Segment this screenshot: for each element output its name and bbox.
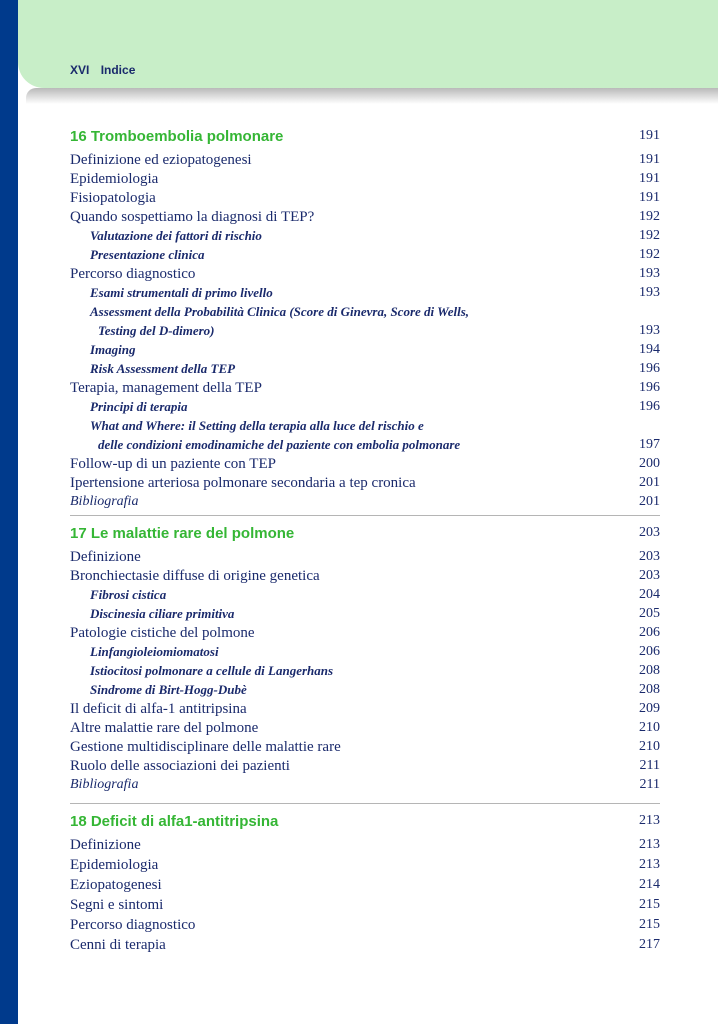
toc-subentry[interactable] bbox=[70, 437, 660, 457]
entry-title: Linfangioleiomiomatosi bbox=[90, 644, 219, 659]
page-ref: 191 bbox=[639, 190, 660, 205]
entry-title: delle condizioni emodinamiche del paziente con embolia polmonare bbox=[98, 437, 461, 452]
entry-title: Principi di terapia bbox=[90, 399, 188, 414]
entry-title: Altre malattie rare del polmone bbox=[70, 720, 259, 736]
toc-subentry[interactable] bbox=[70, 663, 660, 683]
entry-title: Percorso diagnostico bbox=[70, 917, 196, 933]
page-ref: 205 bbox=[639, 606, 660, 621]
entry-title: Assessment della Probabilità Clinica (Score di Ginevra, Score di Wells, bbox=[90, 304, 470, 319]
toc-subentry[interactable] bbox=[70, 587, 660, 607]
toc-entry[interactable] bbox=[70, 917, 660, 937]
toc-subentry[interactable] bbox=[70, 361, 660, 381]
page-number: XVI bbox=[70, 63, 90, 77]
page-ref: 193 bbox=[639, 266, 660, 281]
entry-title: Discinesia ciliare primitiva bbox=[90, 606, 235, 621]
page-ref: 213 bbox=[639, 857, 660, 872]
entry-title: Risk Assessment della TEP bbox=[90, 361, 236, 376]
page-ref: 196 bbox=[639, 380, 660, 395]
page-ref: 201 bbox=[639, 494, 660, 509]
page-ref: 196 bbox=[639, 361, 660, 376]
entry-title: Gestione multidisciplinare delle malattie rare bbox=[70, 739, 341, 755]
section-title: Indice bbox=[100, 63, 136, 77]
toc-subentry[interactable] bbox=[70, 399, 660, 419]
toc-entry[interactable] bbox=[70, 568, 660, 588]
entry-title: Istiocitosi polmonare a cellule di Langerhans bbox=[90, 663, 334, 678]
toc-entry[interactable] bbox=[70, 190, 660, 210]
page-ref: 213 bbox=[639, 837, 660, 852]
page-ref: 197 bbox=[639, 437, 660, 452]
entry-title: Cenni di terapia bbox=[70, 937, 166, 953]
toc-entry[interactable] bbox=[70, 266, 660, 286]
toc-entry[interactable] bbox=[70, 739, 660, 759]
page-ref: 192 bbox=[639, 228, 660, 243]
entry-title: Ipertensione arteriosa polmonare secondaria a tep cronica bbox=[70, 475, 416, 491]
chapter-divider bbox=[70, 515, 660, 516]
entry-title: Terapia, management della TEP bbox=[70, 380, 262, 396]
toc-subentry[interactable] bbox=[70, 644, 660, 664]
page-ref: 193 bbox=[639, 285, 660, 300]
toc-entry[interactable] bbox=[70, 380, 660, 400]
entry-title: Bronchiectasie diffuse di origine genetica bbox=[70, 568, 320, 584]
toc-entry[interactable] bbox=[70, 209, 660, 229]
toc-entry[interactable] bbox=[70, 877, 660, 897]
toc-entry[interactable] bbox=[70, 758, 660, 778]
toc-subentry[interactable] bbox=[70, 418, 660, 438]
chapter-title: 18 Deficit di alfa1-antitripsina bbox=[70, 813, 279, 830]
chapter-heading[interactable] bbox=[70, 813, 660, 833]
chapter-title: 17 Le malattie rare del polmone bbox=[70, 525, 295, 542]
toc-entry[interactable] bbox=[70, 152, 660, 172]
page-ref: 215 bbox=[639, 897, 660, 912]
entry-title: Definizione ed eziopatogenesi bbox=[70, 152, 252, 168]
entry-title: Ruolo delle associazioni dei pazienti bbox=[70, 758, 290, 774]
entry-title: Eziopatogenesi bbox=[70, 877, 162, 893]
page-ref: 211 bbox=[639, 758, 660, 773]
entry-title: Fisiopatologia bbox=[70, 190, 156, 206]
entry-title: What and Where: il Setting della terapia alla luce del rischio e bbox=[90, 418, 424, 433]
page-ref: 215 bbox=[639, 917, 660, 932]
entry-title: Testing del D-dimero) bbox=[98, 323, 215, 338]
page-ref: 194 bbox=[639, 342, 660, 357]
entry-title: Esami strumentali di primo livello bbox=[90, 285, 273, 300]
page-ref: 206 bbox=[639, 625, 660, 640]
page-ref: 192 bbox=[639, 209, 660, 224]
entry-title: Epidemiologia bbox=[70, 171, 159, 187]
bibliography-entry[interactable] bbox=[70, 777, 660, 797]
entry-title: Imaging bbox=[90, 342, 136, 357]
page-ref: 208 bbox=[639, 682, 660, 697]
entry-title: Presentazione clinica bbox=[90, 247, 205, 262]
page-ref: 191 bbox=[639, 152, 660, 167]
page-ref: 203 bbox=[639, 525, 660, 540]
page-ref: 211 bbox=[639, 777, 660, 792]
page-ref: 192 bbox=[639, 247, 660, 262]
page-ref: 214 bbox=[639, 877, 660, 892]
page-ref: 203 bbox=[639, 549, 660, 564]
page-ref: 204 bbox=[639, 587, 660, 602]
page-ref: 206 bbox=[639, 644, 660, 659]
toc-subentry[interactable] bbox=[70, 323, 660, 343]
page-ref: 196 bbox=[639, 399, 660, 414]
toc-entry[interactable] bbox=[70, 456, 660, 476]
page-ref: 217 bbox=[639, 937, 660, 952]
toc-entry[interactable] bbox=[70, 720, 660, 740]
toc-entry[interactable] bbox=[70, 625, 660, 645]
page-ref: 213 bbox=[639, 813, 660, 828]
chapter-heading[interactable] bbox=[70, 128, 660, 148]
entry-title: Quando sospettiamo la diagnosi di TEP? bbox=[70, 209, 315, 225]
toc-subentry[interactable] bbox=[70, 228, 660, 248]
chapter-title: 16 Tromboembolia polmonare bbox=[70, 128, 284, 145]
page-ref: 210 bbox=[639, 739, 660, 754]
entry-title: Follow-up di un paziente con TEP bbox=[70, 456, 276, 472]
chapter-heading[interactable] bbox=[70, 525, 660, 545]
entry-title: Patologie cistiche del polmone bbox=[70, 625, 255, 641]
toc-subentry[interactable] bbox=[70, 285, 660, 305]
toc-entry[interactable] bbox=[70, 837, 660, 857]
entry-title: Fibrosi cistica bbox=[90, 587, 167, 602]
toc-subentry[interactable] bbox=[70, 606, 660, 626]
entry-title: Definizione bbox=[70, 549, 141, 565]
toc-entry[interactable] bbox=[70, 937, 660, 957]
toc-subentry[interactable] bbox=[70, 247, 660, 267]
bibliography-entry[interactable] bbox=[70, 494, 660, 514]
entry-title: Bibliografia bbox=[70, 494, 139, 509]
chapter-divider bbox=[70, 803, 660, 804]
page-ref: 201 bbox=[639, 475, 660, 490]
page-ref: 203 bbox=[639, 568, 660, 583]
entry-title: Bibliografia bbox=[70, 777, 139, 792]
page-ref: 191 bbox=[639, 171, 660, 186]
entry-title: Valutazione dei fattori di rischio bbox=[90, 228, 262, 243]
entry-title: Il deficit di alfa-1 antitripsina bbox=[70, 701, 247, 717]
entry-title: Segni e sintomi bbox=[70, 897, 164, 913]
page-ref: 193 bbox=[639, 323, 660, 338]
toc-entry[interactable] bbox=[70, 857, 660, 877]
page-ref: 191 bbox=[639, 128, 660, 143]
toc-entry[interactable] bbox=[70, 701, 660, 721]
page-ref: 208 bbox=[639, 663, 660, 678]
page-ref: 200 bbox=[639, 456, 660, 471]
toc-subentry[interactable] bbox=[70, 304, 660, 324]
toc-entry[interactable] bbox=[70, 171, 660, 191]
entry-title: Epidemiologia bbox=[70, 857, 159, 873]
entry-title: Percorso diagnostico bbox=[70, 266, 196, 282]
toc-subentry[interactable] bbox=[70, 682, 660, 702]
page-ref: 209 bbox=[639, 701, 660, 716]
page-ref: 210 bbox=[639, 720, 660, 735]
entry-title: Sindrome di Birt-Hogg-Dubè bbox=[90, 682, 247, 697]
entry-title: Definizione bbox=[70, 837, 141, 853]
toc-subentry[interactable] bbox=[70, 342, 660, 362]
toc-entry[interactable] bbox=[70, 549, 660, 569]
toc-entry[interactable] bbox=[70, 475, 660, 495]
toc-entry[interactable] bbox=[70, 897, 660, 917]
